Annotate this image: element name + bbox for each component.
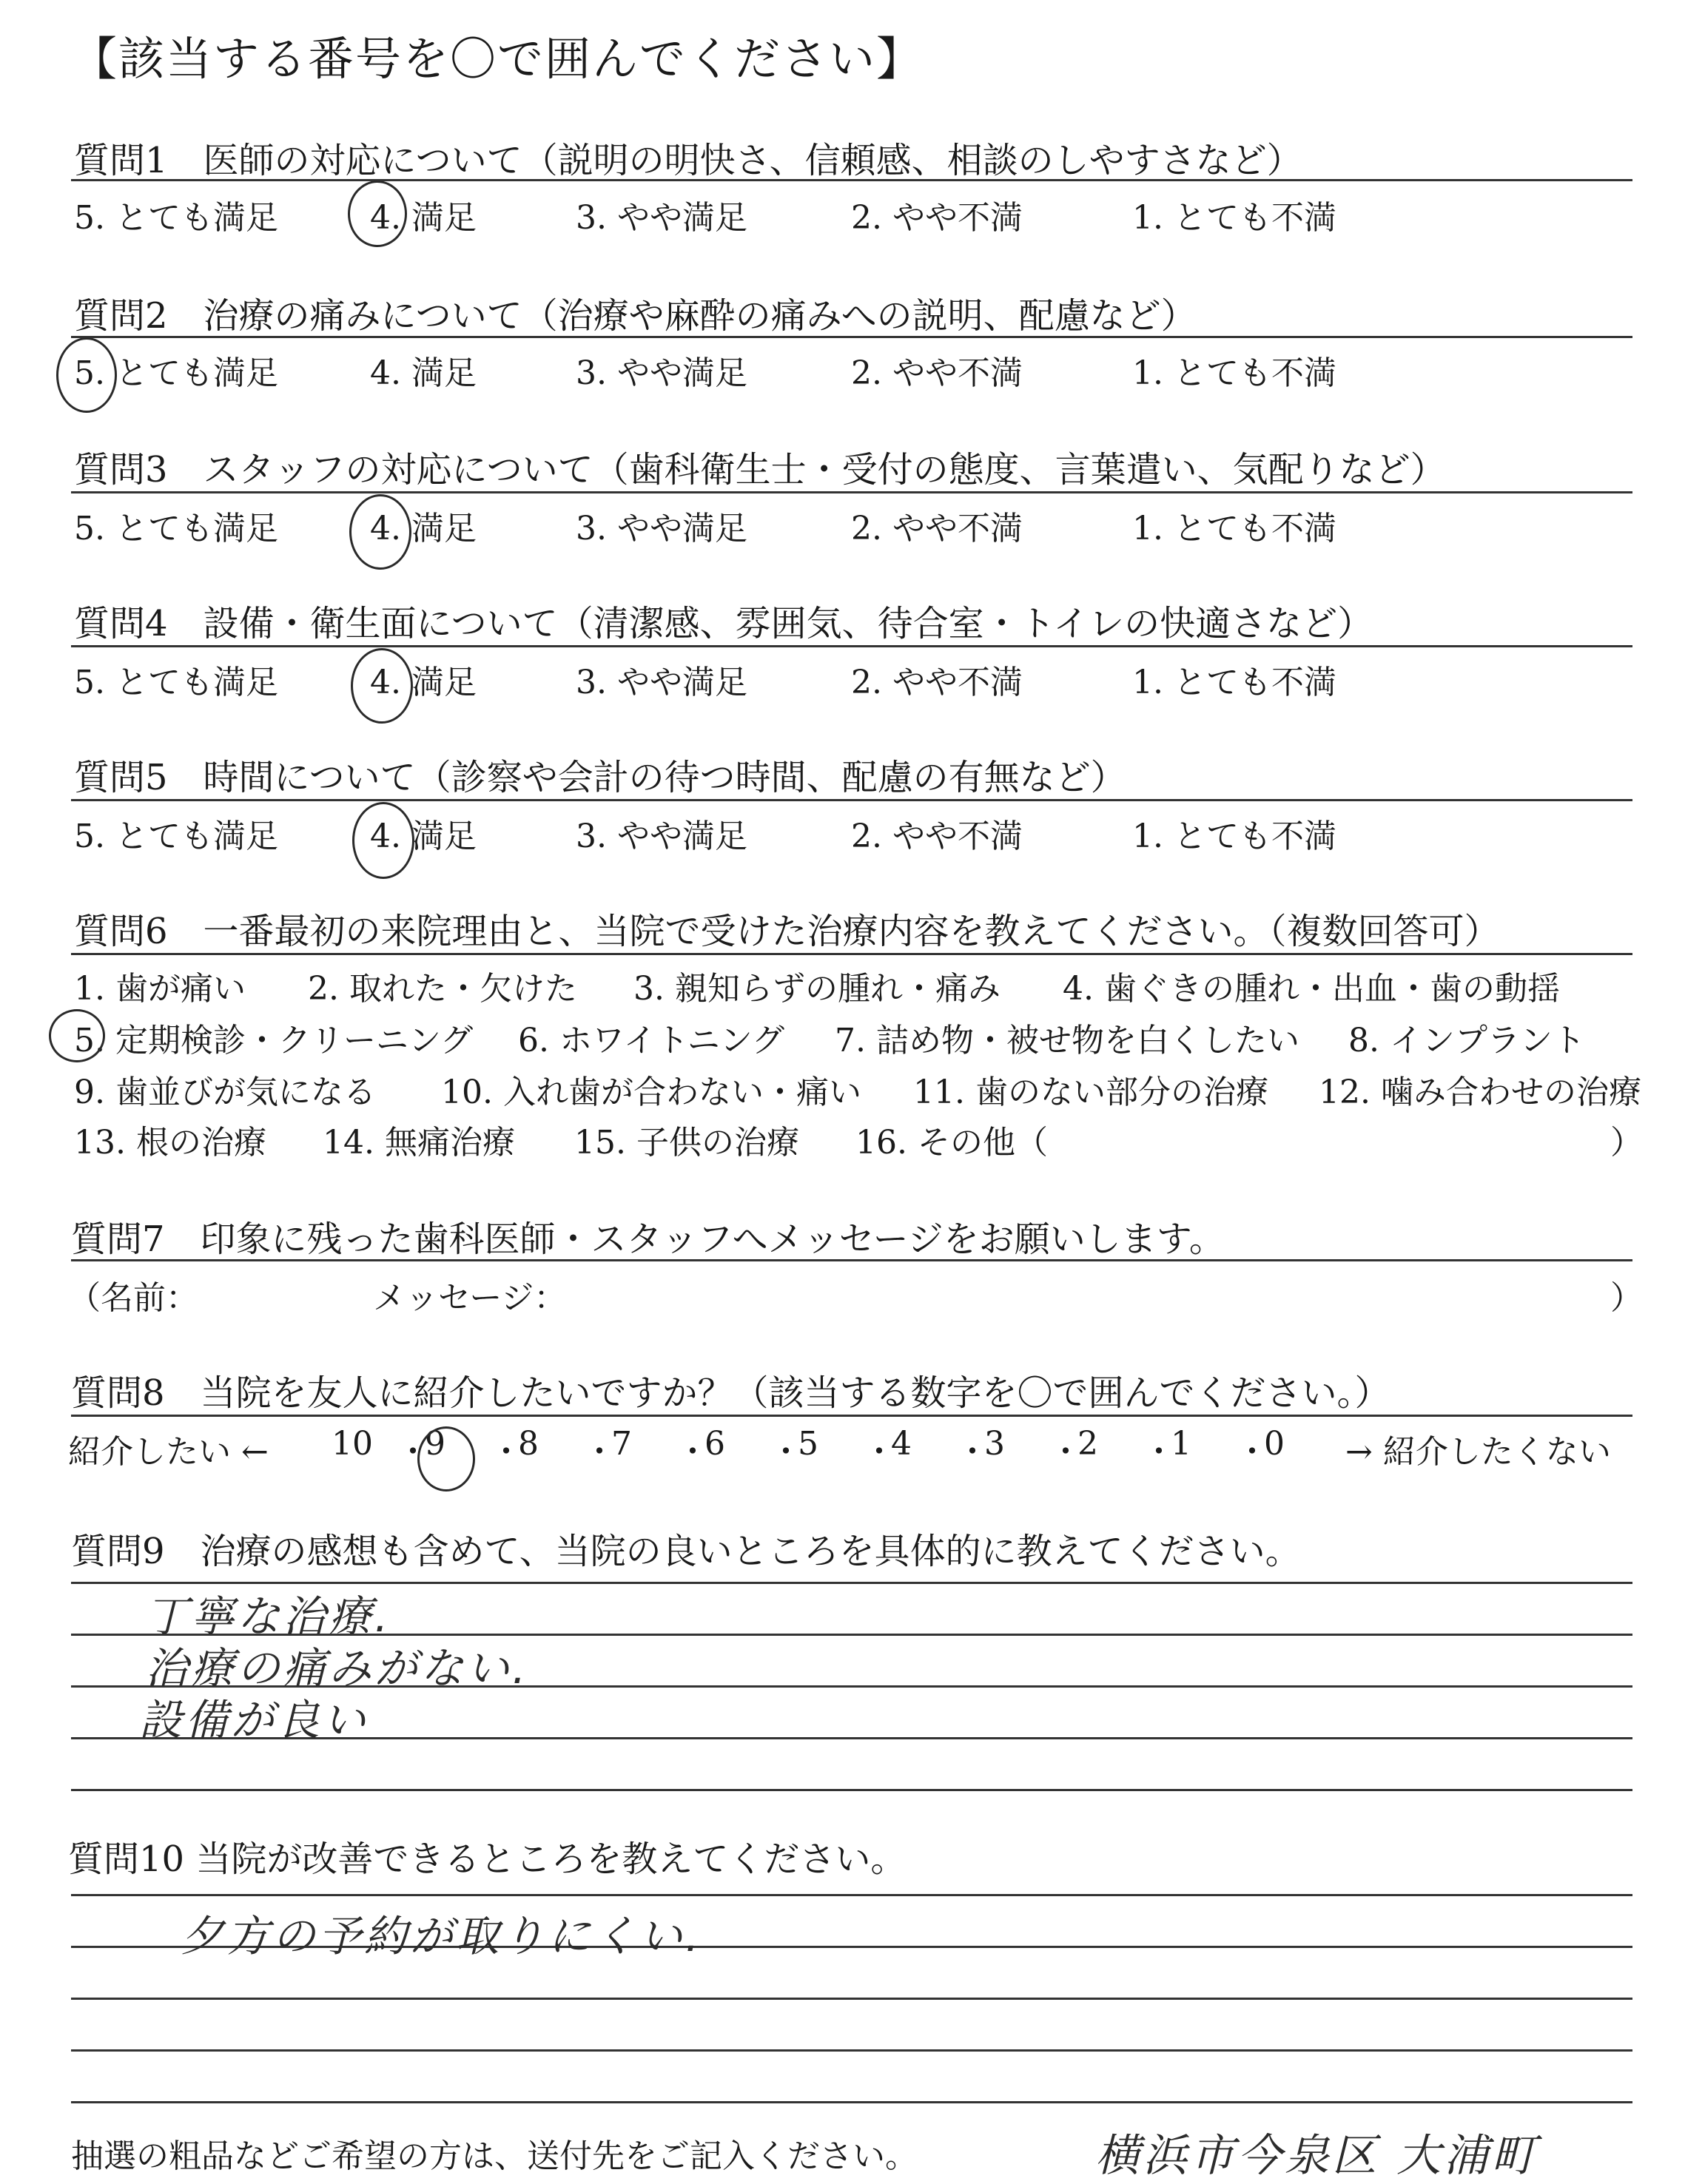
q8-scale-separator: ・ [863, 1433, 895, 1471]
q6-item-8[interactable]: 8. インプラント [1348, 1022, 1585, 1059]
q8-scale-value[interactable]: 2 [1077, 1425, 1098, 1463]
q8-scale-value[interactable]: 3 [984, 1425, 1005, 1463]
q8-scale-separator: ・ [490, 1433, 522, 1471]
q8-scale-separator: ・ [1143, 1433, 1175, 1471]
q6-item-4[interactable]: 4. 歯ぐきの腫れ・出血・歯の動揺 [1063, 970, 1560, 1008]
question-2-rule [71, 336, 1632, 338]
q8-right-label: → 紹介したくない [1345, 1433, 1611, 1471]
q3-option-3[interactable]: 3. やや満足 [576, 510, 747, 547]
q1-option-5[interactable]: 5. とても満足 [74, 199, 278, 237]
q5-option-3[interactable]: 3. やや満足 [576, 818, 747, 855]
q6-item-11[interactable]: 11. 歯のない部分の治療 [913, 1074, 1268, 1111]
question-4-title: 質問4 設備・衛生面について（清潔感、雰囲気、待合室・トイレの快適さなど） [74, 603, 1373, 644]
q2-selection-circle [56, 337, 117, 413]
q6-item-13[interactable]: 13. 根の治療 [74, 1124, 266, 1162]
q8-scale-value[interactable]: 0 [1264, 1425, 1285, 1463]
question-7-rule [71, 1259, 1632, 1261]
question-6-title: 質問6 一番最初の来院理由と、当院で受けた治療内容を教えてください。（複数回答可） [74, 911, 1500, 952]
q8-scale-value[interactable]: 1 [1171, 1425, 1191, 1463]
q2-option-2[interactable]: 2. やや不満 [851, 354, 1023, 392]
q8-scale-separator: ・ [583, 1433, 616, 1471]
page-title: 【該当する番号を〇で囲んでください】 [71, 32, 924, 86]
q6-other-close-paren: ） [1610, 1124, 1643, 1162]
q6-item-9[interactable]: 9. 歯並びが気になる [74, 1074, 376, 1111]
question-5-rule [71, 799, 1632, 801]
q4-selection-circle [351, 648, 413, 724]
q10-answer-1: 夕方の予約が取りにくい. [181, 1911, 702, 1961]
q8-scale-value[interactable]: 5 [798, 1425, 818, 1463]
q5-option-4[interactable]: 4. 満足 [370, 818, 477, 855]
question-3-rule [71, 491, 1632, 493]
q7-message-label: メッセージ： [373, 1279, 567, 1317]
q4-option-4[interactable]: 4. 満足 [370, 664, 477, 701]
q8-left-label: 紹介したい ← [68, 1433, 269, 1471]
q8-scale-separator: ・ [676, 1433, 709, 1471]
footer-text: 抽選の粗品などご希望の方は、送付先をご記入ください。 [71, 2137, 918, 2175]
q6-item-2[interactable]: 2. 取れた・欠けた [308, 970, 577, 1008]
q2-option-5[interactable]: 5. とても満足 [74, 354, 278, 392]
q8-scale-separator: ・ [1049, 1433, 1082, 1471]
q4-option-5[interactable]: 5. とても満足 [74, 664, 278, 701]
q6-item-6[interactable]: 6. ホワイトニング [518, 1022, 785, 1059]
q8-scale-value[interactable]: 10 [332, 1425, 373, 1463]
question-5-title: 質問5 時間について（診察や会計の待つ時間、配慮の有無など） [74, 757, 1126, 798]
q8-scale-value[interactable]: 7 [611, 1425, 632, 1463]
q9-answer-line-5 [71, 1789, 1632, 1791]
q6-item-10[interactable]: 10. 入れ歯が合わない・痛い [441, 1074, 861, 1111]
q5-selection-circle [352, 802, 414, 879]
q8-scale-value[interactable]: 4 [891, 1425, 912, 1463]
q7-close-paren: ） [1610, 1279, 1643, 1317]
q3-option-5[interactable]: 5. とても満足 [74, 510, 278, 547]
q9-answer-1: 丁寧な治療. [145, 1591, 391, 1642]
q2-option-3[interactable]: 3. やや満足 [576, 354, 747, 392]
q6-item-5[interactable]: 5. 定期検診・クリーニング [74, 1022, 474, 1059]
q2-option-1[interactable]: 1. とても不満 [1132, 354, 1336, 392]
question-9-title: 質問9 治療の感想も含めて、当院の良いところを具体的に教えてください。 [71, 1531, 1301, 1572]
q10-answer-line-3 [71, 1998, 1632, 2000]
q1-option-3[interactable]: 3. やや満足 [576, 199, 747, 237]
q8-scale-value[interactable]: 6 [704, 1425, 725, 1463]
q4-option-3[interactable]: 3. やや満足 [576, 664, 747, 701]
question-1-title: 質問1 医師の対応について（説明の明快さ、信頼感、相談のしやすさなど） [74, 140, 1302, 181]
q6-item-14[interactable]: 14. 無痛治療 [323, 1124, 515, 1162]
q1-selection-circle [348, 181, 407, 247]
q3-option-2[interactable]: 2. やや不満 [851, 510, 1023, 547]
q10-answer-line-1 [71, 1894, 1632, 1896]
q2-option-4[interactable]: 4. 満足 [370, 354, 477, 392]
q9-answer-2: 治療の痛みがない. [145, 1643, 529, 1693]
q3-selection-circle [349, 494, 411, 570]
q6-item-7[interactable]: 7. 詰め物・被せ物を白くしたい [835, 1022, 1299, 1059]
footer-handwritten-address: 横浜市今泉区 大浦町 [1095, 2130, 1539, 2182]
q6-item-3[interactable]: 3. 親知らずの腫れ・痛み [633, 970, 1001, 1008]
q1-option-4[interactable]: 4. 満足 [370, 199, 477, 237]
q8-scale-separator: ・ [1236, 1433, 1268, 1471]
q6-item-16[interactable]: 16. その他（ [855, 1124, 1048, 1162]
q5-option-1[interactable]: 1. とても不満 [1132, 818, 1336, 855]
question-8-title: 質問8 当院を友人に紹介したいですか？（該当する数字を〇で囲んでください。） [71, 1372, 1390, 1414]
question-7-title: 質問7 印象に残った歯科医師・スタッフへメッセージをお願いします。 [71, 1219, 1225, 1260]
question-6-rule [71, 953, 1632, 955]
q6-item-1[interactable]: 1. 歯が痛い [74, 970, 246, 1008]
question-8-rule [71, 1415, 1632, 1417]
q8-scale-separator: ・ [770, 1433, 802, 1471]
q7-name-label: （名前： [68, 1279, 198, 1317]
question-4-rule [71, 645, 1632, 647]
q8-scale-separator: ・ [956, 1433, 989, 1471]
q8-scale-separator: ・ [397, 1433, 429, 1471]
q4-option-1[interactable]: 1. とても不満 [1132, 664, 1336, 701]
q10-answer-line-5 [71, 2101, 1632, 2103]
q5-option-5[interactable]: 5. とても満足 [74, 818, 278, 855]
q1-option-1[interactable]: 1. とても不満 [1132, 199, 1336, 237]
q8-scale-value[interactable]: 9 [425, 1425, 445, 1463]
question-3-title: 質問3 スタッフの対応について（歯科衛生士・受付の態度、言葉遣い、気配りなど） [74, 449, 1446, 491]
question-10-title: 質問10 当院が改善できるところを教えてください。 [68, 1838, 907, 1880]
q6-item-15[interactable]: 15. 子供の治療 [574, 1124, 799, 1162]
q3-option-1[interactable]: 1. とても不満 [1132, 510, 1336, 547]
q8-selection-circle [417, 1426, 475, 1492]
question-1-rule [71, 179, 1632, 181]
q3-option-4[interactable]: 4. 満足 [370, 510, 477, 547]
q8-scale-value[interactable]: 8 [518, 1425, 539, 1463]
q4-option-2[interactable]: 2. やや不満 [851, 664, 1023, 701]
q5-option-2[interactable]: 2. やや不満 [851, 818, 1023, 855]
q1-option-2[interactable]: 2. やや不満 [851, 199, 1023, 237]
q10-answer-line-4 [71, 2049, 1632, 2052]
q6-item-12[interactable]: 12. 噛み合わせの治療 [1319, 1074, 1641, 1111]
q9-answer-3: 設備が良い [139, 1695, 369, 1745]
q6-selection-circle [49, 1009, 105, 1062]
question-2-title: 質問2 治療の痛みについて（治療や麻酔の痛みへの説明、配慮など） [74, 295, 1197, 337]
